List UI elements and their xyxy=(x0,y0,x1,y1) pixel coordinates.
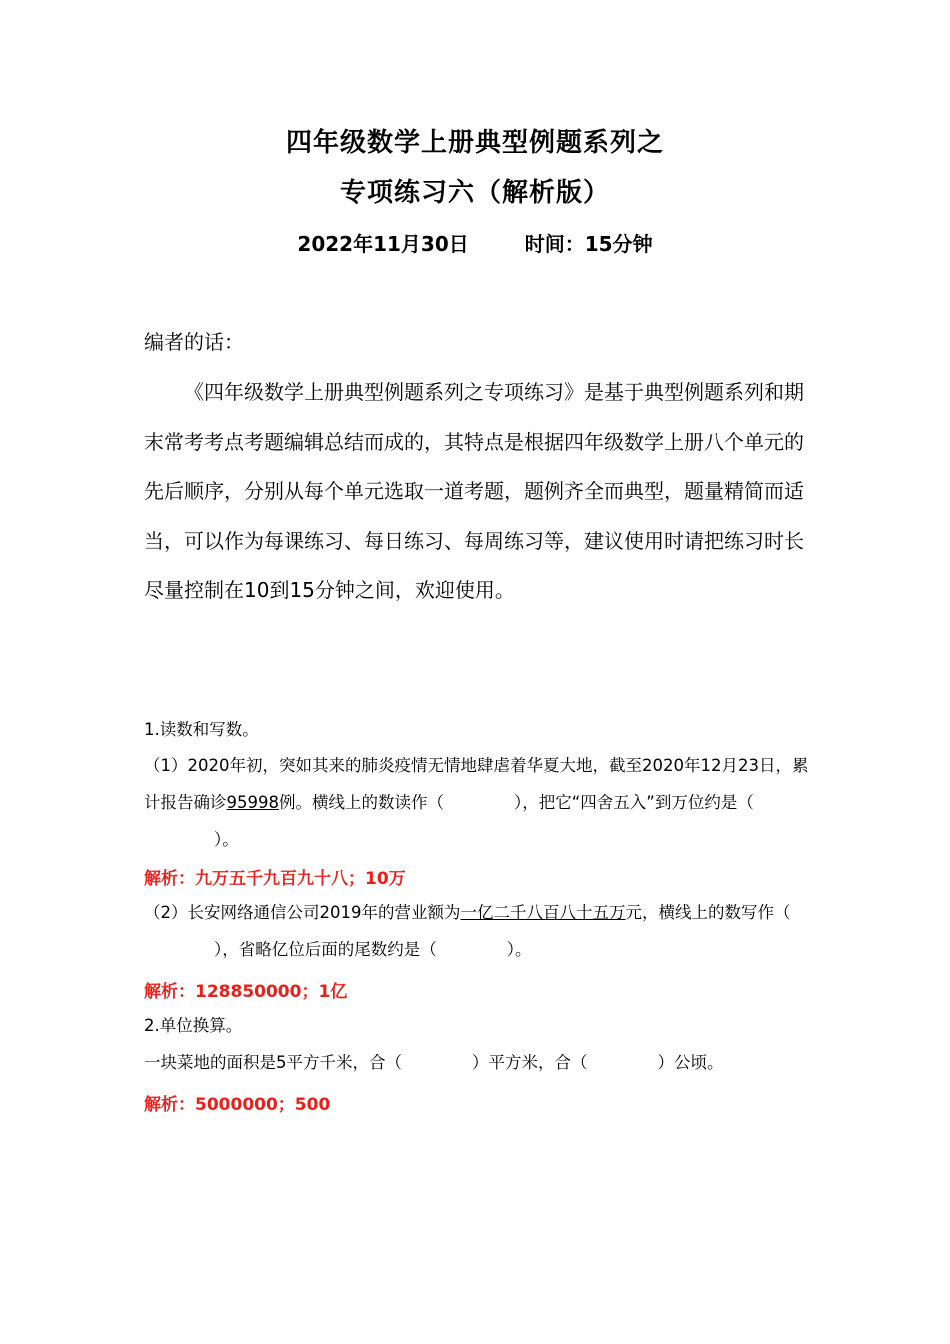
question-text: 一块菜地的面积是5平方千米，合（ xyxy=(144,1053,402,1072)
answer-1-2: 解析：128850000；1亿 xyxy=(144,982,348,1002)
question-text: 例。横线上的数读作（ xyxy=(279,793,444,812)
document-title-line1: 四年级数学上册典型例题系列之 xyxy=(285,128,664,158)
preface-label: 编者的话： xyxy=(144,330,244,354)
question-text: （1）2020年初，突如其来的肺炎疫情无情地肆虐着华夏大地，截至2020年12月23日，累计报告确诊 xyxy=(144,756,809,812)
question-text: （2）长安网络通信公司2019年的营业额为 xyxy=(144,903,461,922)
question-1-part-1 xyxy=(144,747,812,858)
question-text: ），把它“四舍五入”到万位约是（ xyxy=(514,793,754,812)
time-limit-text: 时间：15分钟 xyxy=(524,232,653,256)
answer-2: 解析：5000000；500 xyxy=(144,1095,331,1115)
question-1-part-2 xyxy=(144,894,812,968)
question-text: ）。 xyxy=(506,940,532,959)
answer-1-1: 解析：九万五千九百九十八；10万 xyxy=(144,869,406,889)
question-text: ）。 xyxy=(214,830,239,849)
question-1-heading: 1.读数和写数。 xyxy=(144,720,259,739)
question-text: ）平方米，合（ xyxy=(472,1053,588,1072)
question-2-heading: 2.单位换算。 xyxy=(144,1016,243,1035)
date-time-line xyxy=(0,228,950,257)
underlined-number: 一亿二千八百八十五万 xyxy=(460,903,626,922)
question-text: ）公顷。 xyxy=(657,1053,724,1072)
date-text: 2022年11月30日 xyxy=(297,232,469,256)
question-text: ），省略亿位后面的尾数约是（ xyxy=(214,940,437,959)
preface-body: 《四年级数学上册典型例题系列之专项练习》是基于典型例题系列和期末常考考点考题编辑总结而成的，其特点是根据四年级数学上册八个单元的先后顺序，分别从每个单元选取一道考题，题例齐全而典型，题量精简而适当，可以作为每课练习、每日练习、每周练习等，建议使用时请把练习时长尽量控制在10到15分钟之间，欢迎使用。 xyxy=(144,380,804,603)
question-text: 元，横线上的数写作（ xyxy=(625,903,791,922)
underlined-number: 95998 xyxy=(226,793,279,812)
question-2-body xyxy=(144,1044,812,1081)
document-title-line2: 专项练习六（解析版） xyxy=(339,178,610,208)
